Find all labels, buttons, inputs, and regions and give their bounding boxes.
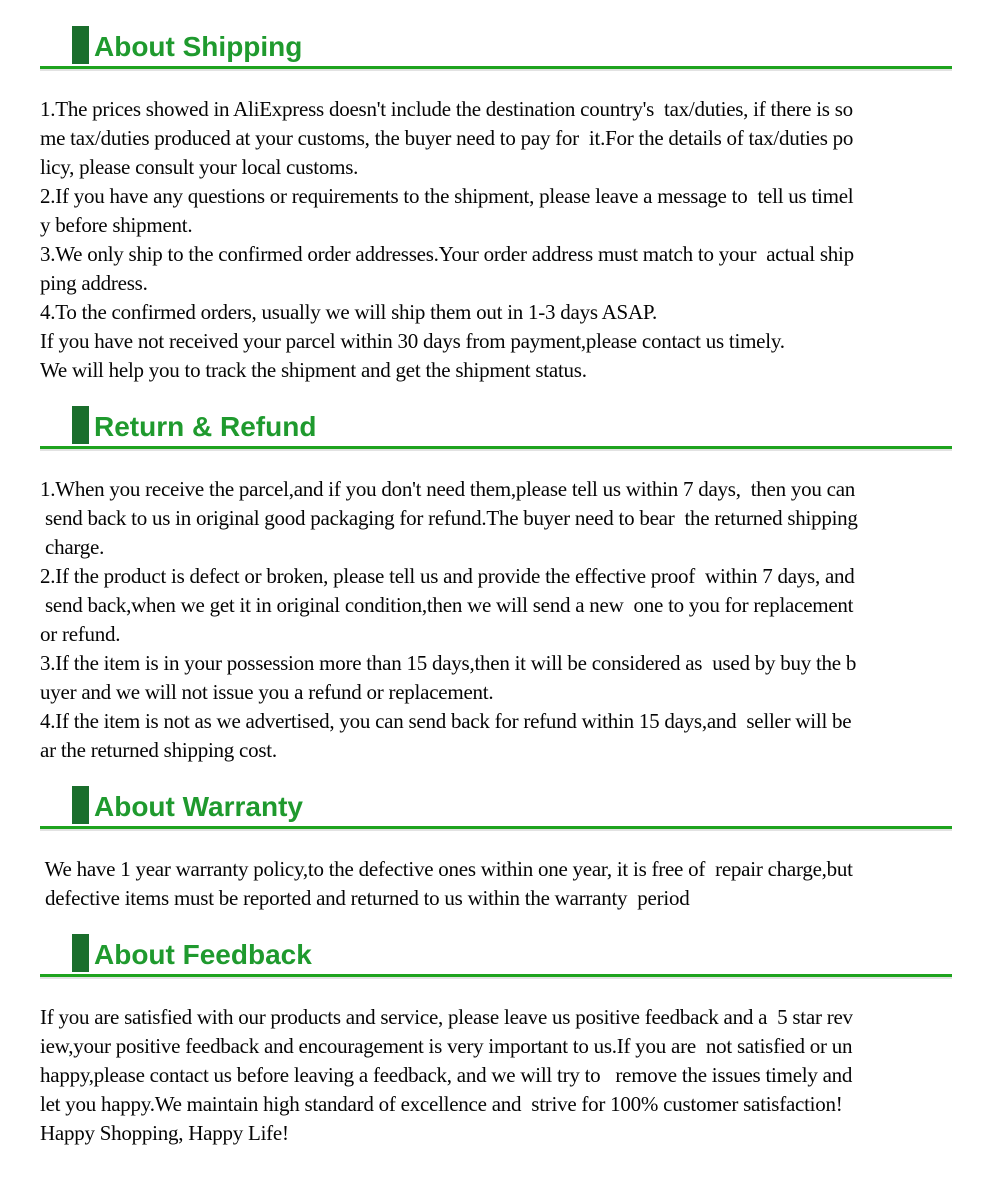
text-line: ar the returned shipping cost. [40, 738, 277, 762]
section-title-shipping: About Shipping [94, 31, 303, 62]
text-line: y before shipment. [40, 213, 193, 237]
text-line: 4.If the item is not as we advertised, you can send back for refund within 15 days,and seller will be [40, 709, 852, 733]
section-about-feedback [40, 932, 952, 1148]
section-body-feedback [40, 1003, 952, 1148]
section-title-warranty: About Warranty [94, 791, 303, 822]
section-header-warranty [40, 784, 952, 829]
section-header-shipping [40, 24, 952, 69]
section-about-shipping [40, 24, 952, 385]
text-line: 2.If you have any questions or requirements to the shipment, please leave a message to tell us timel [40, 184, 854, 208]
text-line: uyer and we will not issue you a refund or replacement. [40, 680, 494, 704]
text-line: defective items must be reported and returned to us within the warranty period [40, 886, 690, 910]
section-header-feedback [40, 932, 952, 977]
section-about-warranty [40, 784, 952, 913]
text-line: If you are satisfied with our products and service, please leave us positive feedback and a 5 star rev [40, 1005, 853, 1029]
text-line: 1.When you receive the parcel,and if you don't need them,please tell us within 7 days, then you can [40, 477, 856, 501]
section-header-return-refund [40, 404, 952, 449]
text-line: If you have not received your parcel within 30 days from payment,please contact us timely. [40, 329, 785, 353]
header-accent-bar [72, 934, 89, 972]
text-line: iew,your positive feedback and encouragement is very important to us.If you are not satisfied or un [40, 1034, 853, 1058]
section-title-feedback: About Feedback [94, 939, 312, 970]
text-line: send back to us in original good packaging for refund.The buyer need to bear the returned shipping [40, 506, 858, 530]
text-line: We will help you to track the shipment and get the shipment status. [40, 358, 587, 382]
text-line: let you happy.We maintain high standard of excellence and strive for 100% customer satisfaction! [40, 1092, 843, 1116]
text-line: We have 1 year warranty policy,to the defective ones within one year, it is free of repair charge,but [40, 857, 853, 881]
section-body-warranty [40, 855, 952, 913]
text-line: 3.If the item is in your possession more than 15 days,then it will be considered as used by buy the b [40, 651, 857, 675]
text-line: 2.If the product is defect or broken, please tell us and provide the effective proof within 7 days, and [40, 564, 855, 588]
header-accent-bar [72, 406, 89, 444]
text-line: 4.To the confirmed orders, usually we will ship them out in 1-3 days ASAP. [40, 300, 657, 324]
header-accent-bar [72, 26, 89, 64]
section-body-shipping [40, 95, 952, 385]
text-line: 3.We only ship to the confirmed order addresses.Your order address must match to your actual ship [40, 242, 854, 266]
section-return-refund [40, 404, 952, 765]
text-line: licy, please consult your local customs. [40, 155, 359, 179]
text-line: ping address. [40, 271, 148, 295]
text-line: 1.The prices showed in AliExpress doesn't include the destination country's tax/duties, if there is so [40, 97, 853, 121]
text-line: happy,please contact us before leaving a feedback, and we will try to remove the issues timely and [40, 1063, 853, 1087]
header-accent-bar [72, 786, 89, 824]
section-title-return-refund: Return & Refund [94, 411, 317, 442]
section-body-return-refund [40, 475, 952, 765]
text-line: charge. [40, 535, 105, 559]
text-line: send back,when we get it in original condition,then we will send a new one to you for replacement [40, 593, 854, 617]
text-line: or refund. [40, 622, 121, 646]
text-line: me tax/duties produced at your customs, the buyer need to pay for it.For the details of tax/duties po [40, 126, 854, 150]
text-line: Happy Shopping, Happy Life! [40, 1121, 289, 1145]
